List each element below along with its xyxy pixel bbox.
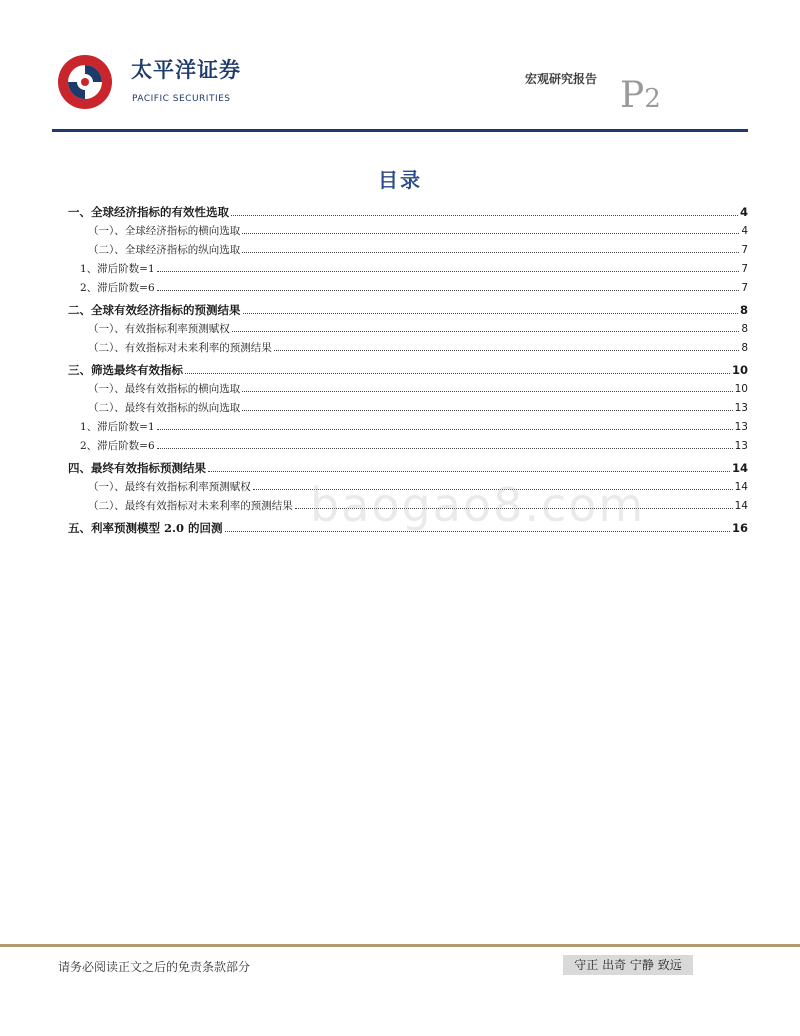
toc-entry-label: 2、滞后阶数=6 [80, 282, 155, 294]
toc-entry-page: 8 [741, 323, 748, 335]
toc-entry[interactable] [68, 222, 748, 241]
toc-entry-label: 一、全球经济指标的有效性选取 [68, 205, 229, 219]
toc-entry-page: 14 [734, 481, 748, 493]
report-type-label: 宏观研究报告 [525, 72, 598, 86]
toc-entry-page: 13 [734, 440, 748, 452]
toc-entry-page: 8 [741, 342, 748, 354]
toc-entry-page: 4 [739, 205, 748, 219]
logo-english-name: PACIFIC SECURITIES [132, 94, 231, 104]
company-logo [55, 52, 241, 112]
toc-entry-label: （二）、全球经济指标的纵向选取 [88, 244, 241, 256]
toc-entry[interactable] [68, 380, 748, 399]
toc-dot-leader [242, 251, 739, 253]
toc-dot-leader [232, 330, 740, 332]
toc-entry[interactable] [68, 301, 748, 320]
toc-entry-label: 四、最终有效指标预测结果 [68, 461, 206, 475]
footer-motto: 守正 出奇 宁静 致远 [563, 955, 693, 975]
toc-entry-label: 三、筛选最终有效指标 [68, 363, 183, 377]
toc-dot-leader [157, 428, 733, 430]
toc-entry[interactable] [68, 320, 748, 339]
toc-entry[interactable] [68, 339, 748, 358]
toc-entry-label: 二、全球有效经济指标的预测结果 [68, 303, 241, 317]
watermark: baogao8.com [310, 478, 646, 532]
logo-chinese-name: 太平洋证券 [131, 58, 241, 82]
page-number [620, 76, 661, 119]
toc-dot-leader [157, 289, 740, 291]
toc-entry-label: 1、滞后阶数=1 [80, 421, 155, 433]
toc-entry-page: 7 [741, 282, 748, 294]
toc-entry-page: 7 [741, 263, 748, 275]
toc-entry-label: （一）、全球经济指标的横向选取 [88, 225, 241, 237]
footer-disclaimer: 请务必阅读正文之后的免责条款部分 [58, 960, 251, 974]
toc-entry-page: 4 [741, 225, 748, 237]
toc-entry[interactable] [68, 418, 748, 437]
header-divider [52, 129, 748, 132]
footer-divider [0, 944, 800, 947]
page-header [0, 0, 800, 135]
toc-entry-label: （一）、最终有效指标利率预测赋权 [88, 481, 251, 493]
toc-entry-page: 7 [741, 244, 748, 256]
toc-entry-label: （二）、最终有效指标的纵向选取 [88, 402, 241, 414]
toc-entry-page: 10 [734, 383, 748, 395]
toc-dot-leader [274, 349, 740, 351]
toc-entry-page: 10 [731, 363, 748, 377]
toc-dot-leader [231, 214, 738, 216]
toc-dot-leader [242, 390, 732, 392]
page-number-value: 2 [644, 84, 661, 114]
toc-dot-leader [157, 270, 740, 272]
toc-dot-leader [242, 409, 732, 411]
toc-entry-label: （二）、最终有效指标对未来利率的预测结果 [88, 500, 293, 512]
toc-dot-leader [157, 447, 733, 449]
toc-entry[interactable] [68, 399, 748, 418]
toc-title: 目录 [378, 168, 422, 192]
logo-emblem-icon [55, 52, 121, 118]
toc-entry-label: （一）、最终有效指标的横向选取 [88, 383, 241, 395]
page-letter: P [620, 75, 645, 116]
toc-entry-label: （一）、有效指标利率预测赋权 [88, 323, 230, 335]
toc-dot-leader [208, 470, 730, 472]
toc-entry-page: 8 [739, 303, 748, 317]
toc-dot-leader [242, 232, 739, 234]
toc-entry[interactable] [68, 279, 748, 298]
toc-entry-page: 14 [734, 500, 748, 512]
toc-entry[interactable] [68, 260, 748, 279]
toc-entry-page: 14 [731, 461, 748, 475]
toc-entry[interactable] [68, 361, 748, 380]
toc-dot-leader [185, 372, 730, 374]
toc-entry[interactable] [68, 203, 748, 222]
toc-entry-label: 1、滞后阶数=1 [80, 263, 155, 275]
toc-entry[interactable] [68, 459, 748, 478]
toc-entry-page: 16 [731, 521, 748, 535]
toc-entry[interactable] [68, 241, 748, 260]
toc-dot-leader [243, 312, 738, 314]
toc-entry-page: 13 [734, 421, 748, 433]
toc-entry[interactable] [68, 437, 748, 456]
toc-entry-label: 五、利率预测模型 2.0 的回测 [68, 521, 223, 535]
toc-entry-page: 13 [734, 402, 748, 414]
toc-entry-label: 2、滞后阶数=6 [80, 440, 155, 452]
toc-entry-label: （二）、有效指标对未来利率的预测结果 [88, 342, 272, 354]
